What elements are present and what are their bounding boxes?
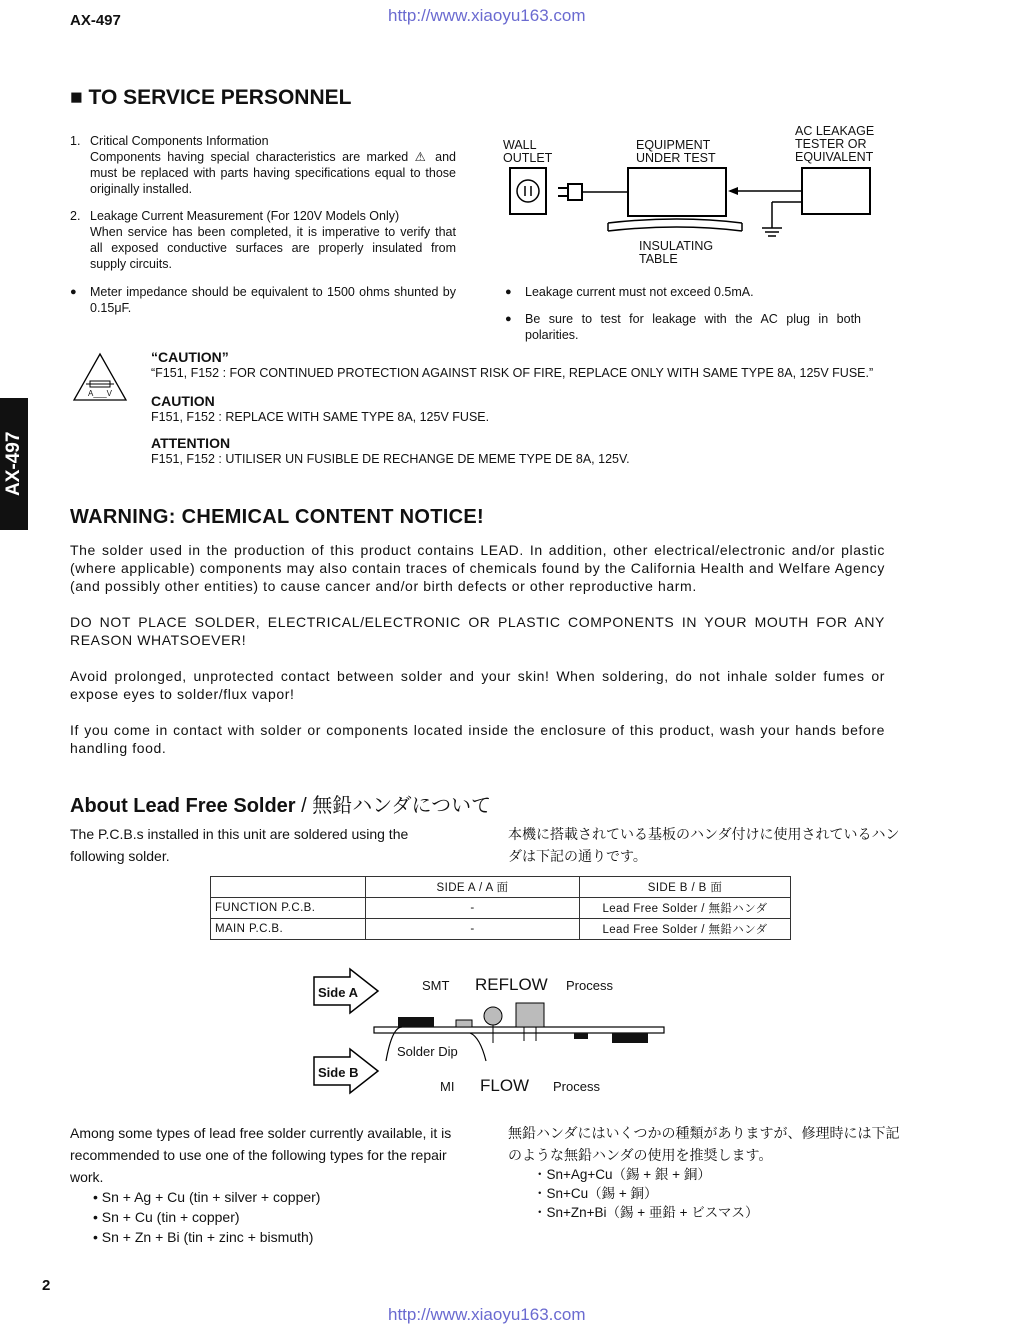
equipment-label: EQUIPMENT UNDER TEST — [636, 138, 716, 165]
intro-jp: 本機に搭載されている基板のハンダ付けに使用されているハンダは下記の通りです。 — [508, 826, 900, 864]
plug — [568, 184, 582, 200]
bottom-url-link[interactable]: http://www.xiaoyu163.com — [388, 1305, 586, 1324]
leakage-bullets — [505, 284, 861, 343]
table-header-row — [211, 877, 791, 898]
header-cell: SIDE A / A 面 — [366, 877, 580, 898]
lead-free-title-jp: / 無鉛ハンダについて — [295, 795, 492, 817]
item-text: When service has been completed, it is imperative to verify that all exposed conductive surfaces are properly insulated from supply circuits. — [90, 225, 456, 271]
table-cell: FUNCTION P.C.B. — [211, 898, 366, 919]
list-item: ・Sn+Ag+Cu（錫 + 銀 + 銅） — [533, 1167, 711, 1182]
leakage-bullet-2 — [505, 311, 861, 343]
list-item: ・Sn+Cu（錫 + 銅） — [533, 1186, 658, 1201]
pcb-board — [374, 1027, 664, 1033]
item-text: Components having special characteristics are marked ⚠ and must be replaced with parts having specifications equal to those originally installed. — [90, 150, 456, 196]
caution-title: CAUTION — [151, 393, 215, 409]
tester-box — [802, 168, 870, 214]
table-cell: Lead Free Solder / 無鉛ハンダ — [580, 919, 791, 940]
bullet-text: Leakage current must not exceed 0.5mA. — [525, 285, 754, 299]
header-cell: SIDE B / B 面 — [580, 877, 791, 898]
bottom-chip — [612, 1033, 648, 1043]
warning-paragraph-2: DO NOT PLACE SOLDER, ELECTRICAL/ELECTRONIC OR PLASTIC COMPONENTS IN YOUR MOUTH FOR ANY REASON WHATSOEVER! — [70, 614, 885, 648]
insulating-table — [608, 219, 742, 223]
bullet-text: Meter impedance should be equivalent to 1500 ohms shunted by 0.15μF. — [90, 285, 456, 315]
solder-table — [210, 876, 791, 940]
through-hole-component — [484, 1007, 502, 1025]
lead-free-title-en: About Lead Free Solder — [70, 795, 296, 817]
smt-label: SMT — [422, 978, 450, 993]
types-en-intro: Among some types of lead free solder currently available, it is recommended to use one of the following types for the repair work. — [70, 1125, 452, 1185]
types-en-list — [93, 1187, 320, 1247]
model-header: AX-497 — [70, 12, 121, 29]
caution-quote-title: “CAUTION” — [151, 349, 229, 365]
intro-en: The P.C.B.s installed in this unit are soldered using the following solder. — [70, 826, 409, 864]
wall-outlet-label: WALL OUTLET — [503, 138, 553, 165]
solder-dip-label: Solder Dip — [397, 1044, 458, 1059]
caution-quote-text: “F151, F152 : FOR CONTINUED PROTECTION AGAINST RISK OF FIRE, REPLACE ONLY WITH SAME TYPE 8A, 125V FUSE.” — [151, 366, 874, 380]
list-item: ・Sn+Zn+Bi（錫 + 亜鉛 + ビスマス） — [533, 1205, 759, 1220]
mi-label: MI — [440, 1079, 455, 1094]
equipment-box — [628, 168, 726, 216]
table-cell: Lead Free Solder / 無鉛ハンダ — [580, 898, 791, 919]
reflow-label: REFLOW — [475, 975, 548, 994]
warning-paragraph-1: The solder used in the production of this product contains LEAD. In addition, other electrical/electronic and/or plastic (where applicable) components may also contain traces of chemicals found by the California Health and Welfare Agency (and possibly other entities) to cause cancer and/or birth defects or other reproductive harm. — [70, 542, 885, 594]
warning-paragraph-3: Avoid prolonged, unprotected contact between solder and your skin! When soldering, do not inhale solder fumes or expose eyes to solder/flux vapor! — [70, 668, 885, 702]
caution-block — [151, 349, 911, 466]
service-title: ■ TO SERVICE PERSONNEL — [70, 86, 352, 109]
table-label: INSULATING TABLE — [639, 239, 714, 266]
item-title: Critical Components Information — [90, 134, 269, 148]
lead-free-title — [70, 789, 491, 818]
outlet-socket — [517, 180, 539, 202]
list-item: • Sn + Zn + Bi (tin + zinc + bismuth) — [93, 1229, 314, 1245]
bullet-dot: ● — [505, 286, 512, 298]
list-item: • Sn + Cu (tin + copper) — [93, 1209, 240, 1225]
types-jp-list — [533, 1165, 759, 1222]
table-cell: - — [366, 898, 580, 919]
attention-title: ATTENTION — [151, 435, 231, 451]
wall-outlet-box — [510, 168, 546, 214]
side-b-label: Side B — [318, 1065, 359, 1080]
side-model-tab: AX-497 — [0, 398, 28, 530]
top-url-link[interactable]: http://www.xiaoyu163.com — [388, 6, 586, 25]
process-a-label: Process — [566, 978, 613, 993]
table-cell: MAIN P.C.B. — [211, 919, 366, 940]
header-cell — [211, 877, 366, 898]
smt-chip — [398, 1017, 434, 1027]
warning-paragraph-4: If you come in contact with solder or components located inside the enclosure of this product, wash your hands before handling food. — [70, 722, 885, 756]
warning-title: WARNING: CHEMICAL CONTENT NOTICE! — [70, 506, 484, 528]
list-item: • Sn + Ag + Cu (tin + silver + copper) — [93, 1189, 321, 1205]
service-items — [70, 133, 456, 316]
item-title: Leakage Current Measurement (For 120V Models Only) — [90, 209, 400, 223]
bullet-text: Be sure to test for leakage with the AC plug in both polarities. — [525, 312, 861, 342]
item-number: 1. — [70, 134, 81, 148]
attention-text: F151, F152 : UTILISER UN FUSIBLE DE RECHANGE DE MEME TYPE DE 8A, 125V. — [151, 452, 630, 466]
tester-label: AC LEAKAGE TESTER OR EQUIVALENT — [795, 124, 875, 164]
meter-bullet — [70, 284, 456, 316]
bullet-dot: ● — [70, 286, 77, 298]
item-number: 2. — [70, 209, 81, 223]
caution-text: F151, F152 : REPLACE WITH SAME TYPE 8A, 125V FUSE. — [151, 410, 490, 424]
table-row — [211, 919, 791, 940]
service-item-1 — [70, 133, 456, 197]
service-item-2 — [70, 208, 456, 272]
table-row — [211, 898, 791, 919]
bullet-dot: ● — [505, 313, 512, 325]
side-a-label: Side A — [318, 985, 358, 1000]
flow-label: FLOW — [480, 1076, 530, 1095]
leakage-bullet-1 — [505, 284, 861, 300]
types-jp-intro: 無鉛ハンダにはいくつかの種類がありますが、修理時には下記のような無鉛ハンダの使用を推奨します。 — [508, 1125, 900, 1163]
fuse-symbol-label: A___V — [88, 389, 113, 398]
process-b-label: Process — [553, 1079, 600, 1094]
page-number: 2 — [42, 1277, 51, 1294]
table-cell: - — [366, 919, 580, 940]
